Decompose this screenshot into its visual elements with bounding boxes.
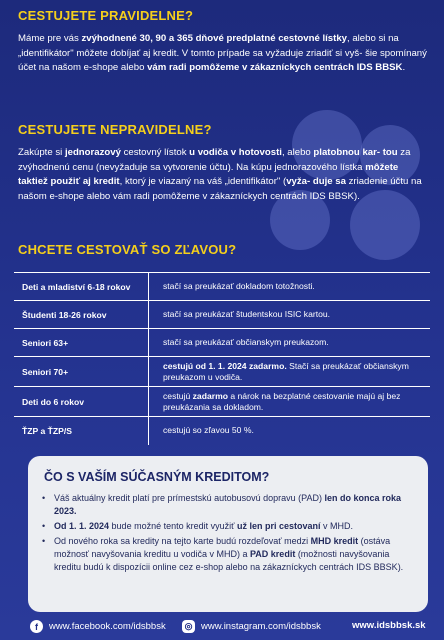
- discount-category: ŤZP a ŤZP/S: [14, 417, 149, 445]
- text: zriadenie účtu na našom e-shope alebo vám radi pomôžeme v zákazníckych centrách IDS BBSK).: [18, 176, 422, 202]
- discount-condition: [149, 387, 431, 417]
- list-item: [42, 535, 412, 574]
- text: v MHD.: [320, 521, 354, 531]
- text-bold: len do konca roka 2023.: [54, 493, 401, 516]
- text: Váš aktuálny kredit platí pre prímestskú autobusovú dopravu (PAD): [54, 493, 325, 503]
- text-bold: zadarmo: [192, 390, 228, 401]
- credit-box-title: ČO S VAŠÍM SÚČASNÝM KREDITOM?: [44, 470, 270, 484]
- facebook-icon: f: [30, 620, 43, 633]
- discount-condition: stačí sa preukázať občianskym preukazom.: [149, 329, 431, 357]
- facebook-link[interactable]: [30, 620, 166, 633]
- discount-category: Deti do 6 rokov: [14, 387, 149, 417]
- text-bold: jednorazový: [64, 147, 121, 158]
- text: cestovný lístok: [120, 147, 190, 158]
- table-row: [14, 417, 430, 445]
- text: a nárok na bezplatné cestovanie majú aj bez preukázania sa dokladom.: [163, 390, 401, 412]
- text: Na kúpu jednorazového lístka: [236, 161, 363, 173]
- text: Stačí sa preukázať občianskym preukazom u vodiča.: [163, 360, 409, 382]
- facebook-url: www.facebook.com/idsbbsk: [49, 621, 166, 632]
- table-row: [14, 301, 430, 329]
- website-url: www.idsbbsk.sk: [352, 620, 426, 631]
- text: .: [402, 62, 406, 73]
- text-bold: platobnou kar- tou: [313, 147, 398, 158]
- text-bold: vám radi pomôžeme v zákazníckych centrách IDS BBSK: [147, 62, 403, 73]
- instagram-link[interactable]: [182, 620, 321, 633]
- text: Od nového roka sa kredity na tejto karte budú rozdeľovať medzi: [54, 536, 311, 546]
- text: , alebo: [281, 147, 314, 158]
- table-row: [14, 273, 430, 301]
- table-row: [14, 357, 430, 387]
- text-bold: môžete taktiež použiť aj kredit: [18, 161, 399, 187]
- text: cestujú: [163, 390, 193, 401]
- discount-condition: stačí sa preukázať dokladom totožnosti.: [149, 273, 431, 301]
- credit-bullet-list: [42, 492, 412, 576]
- text-bold: Od 1. 1. 2024: [54, 521, 110, 531]
- website-link[interactable]: [352, 620, 426, 631]
- text-bold: už len pri cestovaní: [237, 521, 321, 531]
- table-row: [14, 387, 430, 417]
- discount-condition: cestujú so zľavou 50 %.: [163, 425, 254, 436]
- text-bold: PAD kredit: [249, 549, 296, 559]
- text: , ktorý je viazaný na váš „identifikátor" (: [119, 176, 287, 187]
- discount-condition: [149, 357, 431, 387]
- list-item: [42, 520, 412, 533]
- discount-table: [14, 272, 430, 445]
- heading-regular-travel: CESTUJETE PRAVIDELNE?: [18, 8, 194, 23]
- discount-condition: stačí sa preukázať študentskou ISIC kartou.: [149, 301, 431, 329]
- list-item: [42, 492, 412, 518]
- heading-discounts: CHCETE CESTOVAŤ SO ZĽAVOU?: [18, 242, 237, 257]
- text-bold: zvýhodnené 30, 90 a 365 dňové predplatné cestovné lístky: [81, 33, 347, 44]
- text: bude možné tento kredit využiť: [109, 521, 237, 531]
- text-bold: MHD kredit: [310, 536, 359, 546]
- heading-irregular-travel: CESTUJETE NEPRAVIDELNE?: [18, 122, 212, 137]
- instagram-url: www.instagram.com/idsbbsk: [201, 621, 321, 632]
- footer: [0, 614, 444, 640]
- credit-info-box: [28, 456, 428, 612]
- instagram-icon: ◎: [182, 620, 195, 633]
- discount-category: Študenti 18-26 rokov: [14, 301, 149, 329]
- discount-category: Seniori 70+: [14, 357, 149, 387]
- text: za zvýhodnenú cenu (nevyžaduje sa vytvorenie účtu).: [18, 147, 411, 173]
- text: (možnosti navyšovania kreditu budú k dispozícii online cez e-shop alebo na zákazníckych centrách IDS BBSK).: [54, 549, 404, 572]
- discount-category: Deti a mladiství 6-18 rokov: [14, 273, 149, 301]
- text: (ostáva možnosť navyšovania kreditu u vodiča v MHD) a: [54, 536, 391, 559]
- paragraph-regular-travel: [18, 32, 430, 76]
- discount-category: Seniori 63+: [14, 329, 149, 357]
- text-bold: u vodiča v hotovosti: [189, 147, 282, 158]
- text: Máme pre vás: [18, 33, 82, 44]
- text: Zakúpte si: [18, 147, 65, 158]
- table-row: [14, 329, 430, 357]
- text-bold: vyža- duje sa: [286, 176, 346, 187]
- paragraph-irregular-travel: [18, 146, 430, 204]
- text: , alebo si na „identifikátor" môžete dobíjať aj kredit. V tomto prípade sa vyžaduje zriadiť si vyš- šie spomínaný účet na našom e-shope alebo: [18, 33, 427, 73]
- text-bold: cestujú od 1. 1. 2024 zadarmo.: [163, 360, 287, 371]
